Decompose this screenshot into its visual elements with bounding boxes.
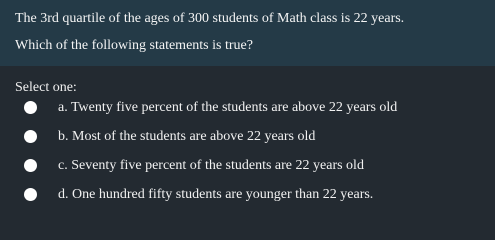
radio-button-b[interactable] <box>24 130 37 143</box>
answer-label-c[interactable]: c. Seventy five percent of the students are 22 years old <box>58 158 364 173</box>
answer-option-a[interactable] <box>0 97 495 119</box>
question-instruction: Which of the following statements is true? <box>15 38 253 53</box>
answer-option-b[interactable] <box>0 126 495 148</box>
radio-button-a[interactable] <box>24 101 37 114</box>
answer-label-d[interactable]: d. One hundred fifty students are younger than 22 years. <box>58 187 374 202</box>
answer-label-b[interactable]: b. Most of the students are above 22 years old <box>58 129 316 144</box>
select-one-prompt: Select one: <box>15 80 77 95</box>
answer-option-d[interactable] <box>0 184 495 206</box>
radio-button-c[interactable] <box>24 159 37 172</box>
answer-option-c[interactable] <box>0 155 495 177</box>
answer-label-a[interactable]: a. Twenty five percent of the students are above 22 years old <box>58 100 398 115</box>
question-text: The 3rd quartile of the ages of 300 students of Math class is 22 years. <box>15 11 405 26</box>
radio-button-d[interactable] <box>24 188 37 201</box>
question-box <box>0 0 495 66</box>
